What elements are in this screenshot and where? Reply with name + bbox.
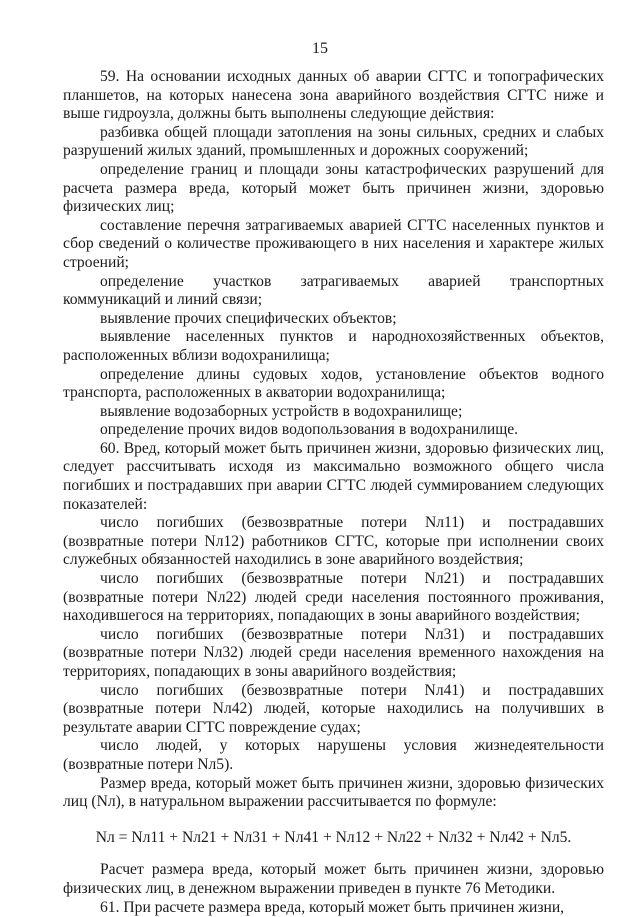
paragraph-monetary: Расчет размера вреда, который может быть причинен жизни, здоровью физических лиц, в денежном выражении приведен в пункте 76 Методики. xyxy=(63,861,604,897)
page-number: 15 xyxy=(312,40,328,57)
list-item: разбивка общей площади затопления на зоны сильных, средних и слабых разрушений жилых зданий, промышленных и дорожных сооружений; xyxy=(63,123,604,160)
list-item: определение длины судовых ходов, установление объектов водного транспорта, расположенных в акватории водохранилища; xyxy=(63,365,604,402)
list-item: число погибших (безвозвратные потери Nл31) и пострадавших (возвратные потери Nл32) людей среди населения временного нахождения на территориях, попадающих в зоны аварийного воздействия; xyxy=(63,625,604,680)
list-item: выявление прочих специфических объектов; xyxy=(100,309,397,327)
list-item: определение участков затрагиваемых аварией транспортных коммуникаций и линий связи; xyxy=(63,272,604,309)
list-item: составление перечня затрагиваемых аварией СГТС населенных пунктов и сбор сведений о количестве проживающего в них населения и характере жилых строений; xyxy=(63,216,604,271)
paragraph-59-intro: 59. На основании исходных данных об аварии СГТС и топографических планшетов, на которых нанесена зона аварийного воздействия СГТС ниже и выше гидроузла, должны быть выполнены следующие действия: xyxy=(63,68,604,123)
formula: Nл = Nл11 + Nл21 + Nл31 + Nл41 + Nл12 + Nл22 + Nл32 + Nл42 + Nл5. xyxy=(95,828,572,846)
formula-intro: Размер вреда, который может быть причинен жизни, здоровью физических лиц (Nл), в натуральном выражении рассчитывается по формуле: xyxy=(63,774,604,811)
list-item: определение прочих видов водопользования в водохранилище. xyxy=(100,421,519,439)
list-item: определение границ и площади зоны катастрофических разрушений для расчета размера вреда, который может быть причинен жизни, здоровью физических лиц; xyxy=(63,160,604,216)
paragraph-61-start: 61. При расчете размера вреда, который может быть причинен жизни, xyxy=(100,898,565,916)
list-item: число погибших (безвозвратные потери Nл11) и пострадавших (возвратные потери Nл12) работников СГТС, которые при исполнении своих служебных обязанностей находились в зоне аварийного воздействия; xyxy=(63,514,604,569)
list-item: число погибших (безвозвратные потери Nл21) и пострадавших (возвратные потери Nл22) людей среди населения постоянного проживания, находившегося на территориях, попадающих в зоны аварийного воздействия; xyxy=(63,570,604,625)
document-body xyxy=(63,68,604,917)
list-item: число погибших (безвозвратные потери Nл41) и пострадавших (возвратные потери Nл42) людей, которые находились на получивших в результате аварии СГТС повреждение судах; xyxy=(63,681,604,736)
list-item: выявление населенных пунктов и народнохозяйственных объектов, расположенных вблизи водохранилища; xyxy=(63,328,604,364)
list-item: выявление водозаборных устройств в водохранилище; xyxy=(100,402,463,420)
paragraph-60-intro: 60. Вред, который может быть причинен жизни, здоровью физических лиц, следует рассчитывать исходя из максимально возможного общего числа погибших и пострадавших при аварии СГТС людей суммированием следующих показателей: xyxy=(63,439,604,513)
list-item: число людей, у которых нарушены условия жизнедеятельности (возвратные потери Nл5). xyxy=(63,737,604,773)
